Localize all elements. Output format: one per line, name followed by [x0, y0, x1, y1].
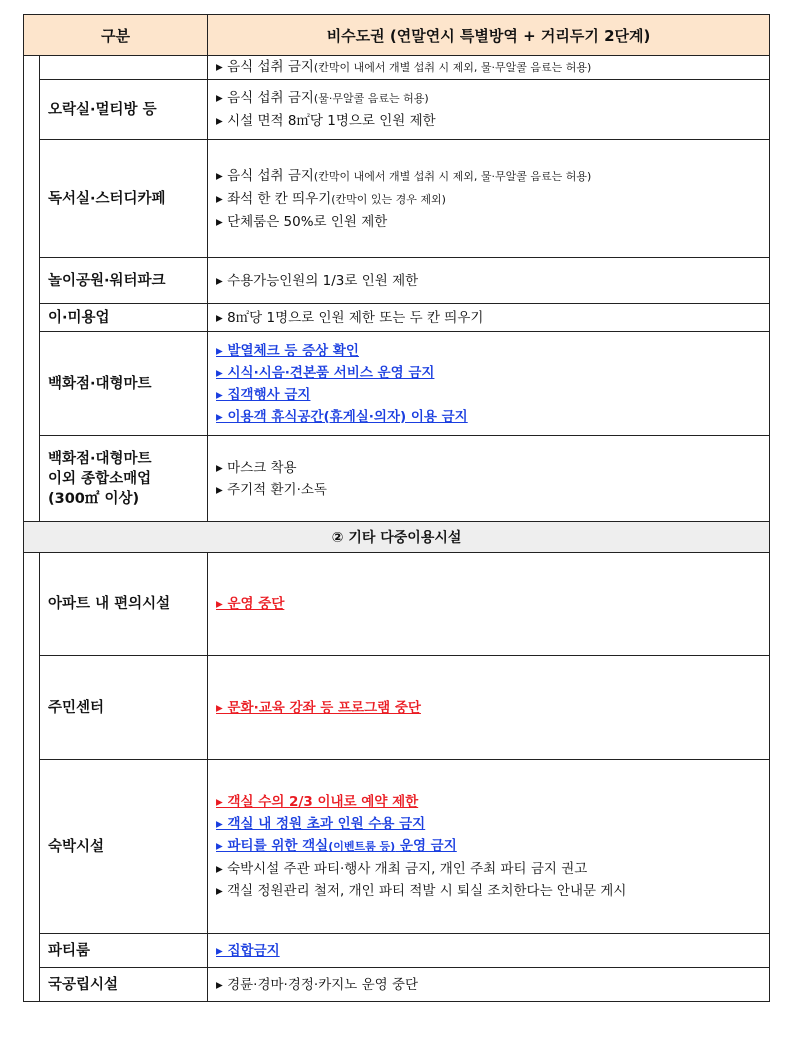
row-label: 이·미용업 — [40, 304, 208, 332]
section-row — [24, 522, 770, 553]
table-row — [24, 553, 770, 656]
row-content — [208, 934, 770, 968]
table-row — [24, 436, 770, 522]
table-row — [24, 934, 770, 968]
row-label: 독서실·스터디카페 — [40, 140, 208, 258]
table-row — [24, 760, 770, 934]
row-gutter — [24, 56, 40, 522]
row-content — [208, 760, 770, 934]
table-row — [24, 304, 770, 332]
row-content — [208, 258, 770, 304]
table-row — [24, 140, 770, 258]
list-item: ▸ 시설 면적 8㎡당 1명으로 인원 제한 — [216, 113, 436, 129]
row-content — [208, 140, 770, 258]
table-row — [24, 332, 770, 436]
row-content — [208, 656, 770, 760]
row-content — [208, 553, 770, 656]
regulation-table — [23, 14, 769, 1002]
table-row — [24, 56, 770, 80]
list-item: ▸ 경륜·경마·경정·카지노 운영 중단 — [216, 976, 419, 993]
table-row — [24, 258, 770, 304]
list-item: ▸ 발열체크 등 증상 확인 — [216, 342, 359, 359]
table-row — [24, 968, 770, 1002]
row-gutter — [24, 553, 40, 1002]
row-content — [208, 968, 770, 1002]
list-item: ▸ 객실 내 정원 초과 인원 수용 금지 — [216, 816, 426, 832]
row-content — [208, 80, 770, 140]
list-item: ▸ 수용가능인원의 1/3로 인원 제한 — [216, 272, 419, 289]
row-label: 숙박시설 — [40, 760, 208, 934]
list-item: ▸ 이용객 휴식공간(휴게실·의자) 이용 금지 — [216, 408, 468, 425]
row-label: 주민센터 — [40, 656, 208, 760]
row-content — [208, 436, 770, 522]
list-item: ▸ 숙박시설 주관 파티·행사 개최 금지, 개인 주최 파티 금지 권고 — [216, 861, 588, 877]
list-item: ▸ 단체룸은 50%로 인원 제한 — [216, 213, 388, 230]
table-row — [24, 656, 770, 760]
row-label: 국공립시설 — [40, 968, 208, 1002]
row-label: 파티룸 — [40, 934, 208, 968]
row-content — [208, 332, 770, 436]
list-item: ▸ 운영 중단 — [216, 596, 285, 612]
list-item: ▸ 8㎡당 1명으로 인원 제한 또는 두 칸 띄우기 — [216, 309, 484, 326]
row-label: 아파트 내 편의시설 — [40, 553, 208, 656]
row-label: 백화점·대형마트 — [40, 332, 208, 436]
row-label: 놀이공원·워터파크 — [40, 258, 208, 304]
list-item: ▸ 음식 섭취 금지(칸막이 내에서 개별 섭취 시 제외, 물·무알콜 음료는 허용) — [216, 59, 592, 75]
list-item: ▸ 파티를 위한 객실(이벤트룸 등) 운영 금지 — [216, 838, 457, 854]
row-label: 오락실·멀티방 등 — [40, 80, 208, 140]
list-item: ▸ 객실 수의 2/3 이내로 예약 제한 — [216, 794, 419, 810]
row-label: 백화점·대형마트 이외 종합소매업 (300㎡ 이상) — [40, 436, 208, 522]
list-item: ▸ 집객행사 금지 — [216, 386, 311, 403]
row-label — [40, 56, 208, 80]
list-item: ▸ 좌석 한 칸 띄우기(칸막이 있는 경우 제외) — [216, 190, 446, 207]
list-item: ▸ 시식·시음·견본품 서비스 운영 금지 — [216, 364, 435, 381]
list-item: ▸ 마스크 착용 — [216, 459, 297, 476]
row-content — [208, 304, 770, 332]
list-item: ▸ 문화·교육 강좌 등 프로그램 중단 — [216, 699, 421, 716]
table-row — [24, 80, 770, 140]
list-item: ▸ 객실 정원관리 철저, 개인 파티 적발 시 퇴실 조치한다는 안내문 게시 — [216, 883, 627, 899]
header-category: 구분 — [24, 15, 208, 56]
list-item: ▸ 음식 섭취 금지(칸막이 내에서 개별 섭취 시 제외, 물·무알콜 음료는 허용) — [216, 167, 592, 184]
row-content — [208, 56, 770, 80]
list-item: ▸ 주기적 환기·소독 — [216, 481, 327, 498]
list-item: ▸ 집합금지 — [216, 942, 280, 959]
list-item: ▸ 음식 섭취 금지(물·무알콜 음료는 허용) — [216, 90, 429, 106]
header-region: 비수도권 (연말연시 특별방역 + 거리두기 2단계) — [208, 15, 770, 56]
table-header-row — [24, 15, 770, 56]
section-title: ② 기타 다중이용시설 — [24, 522, 770, 553]
